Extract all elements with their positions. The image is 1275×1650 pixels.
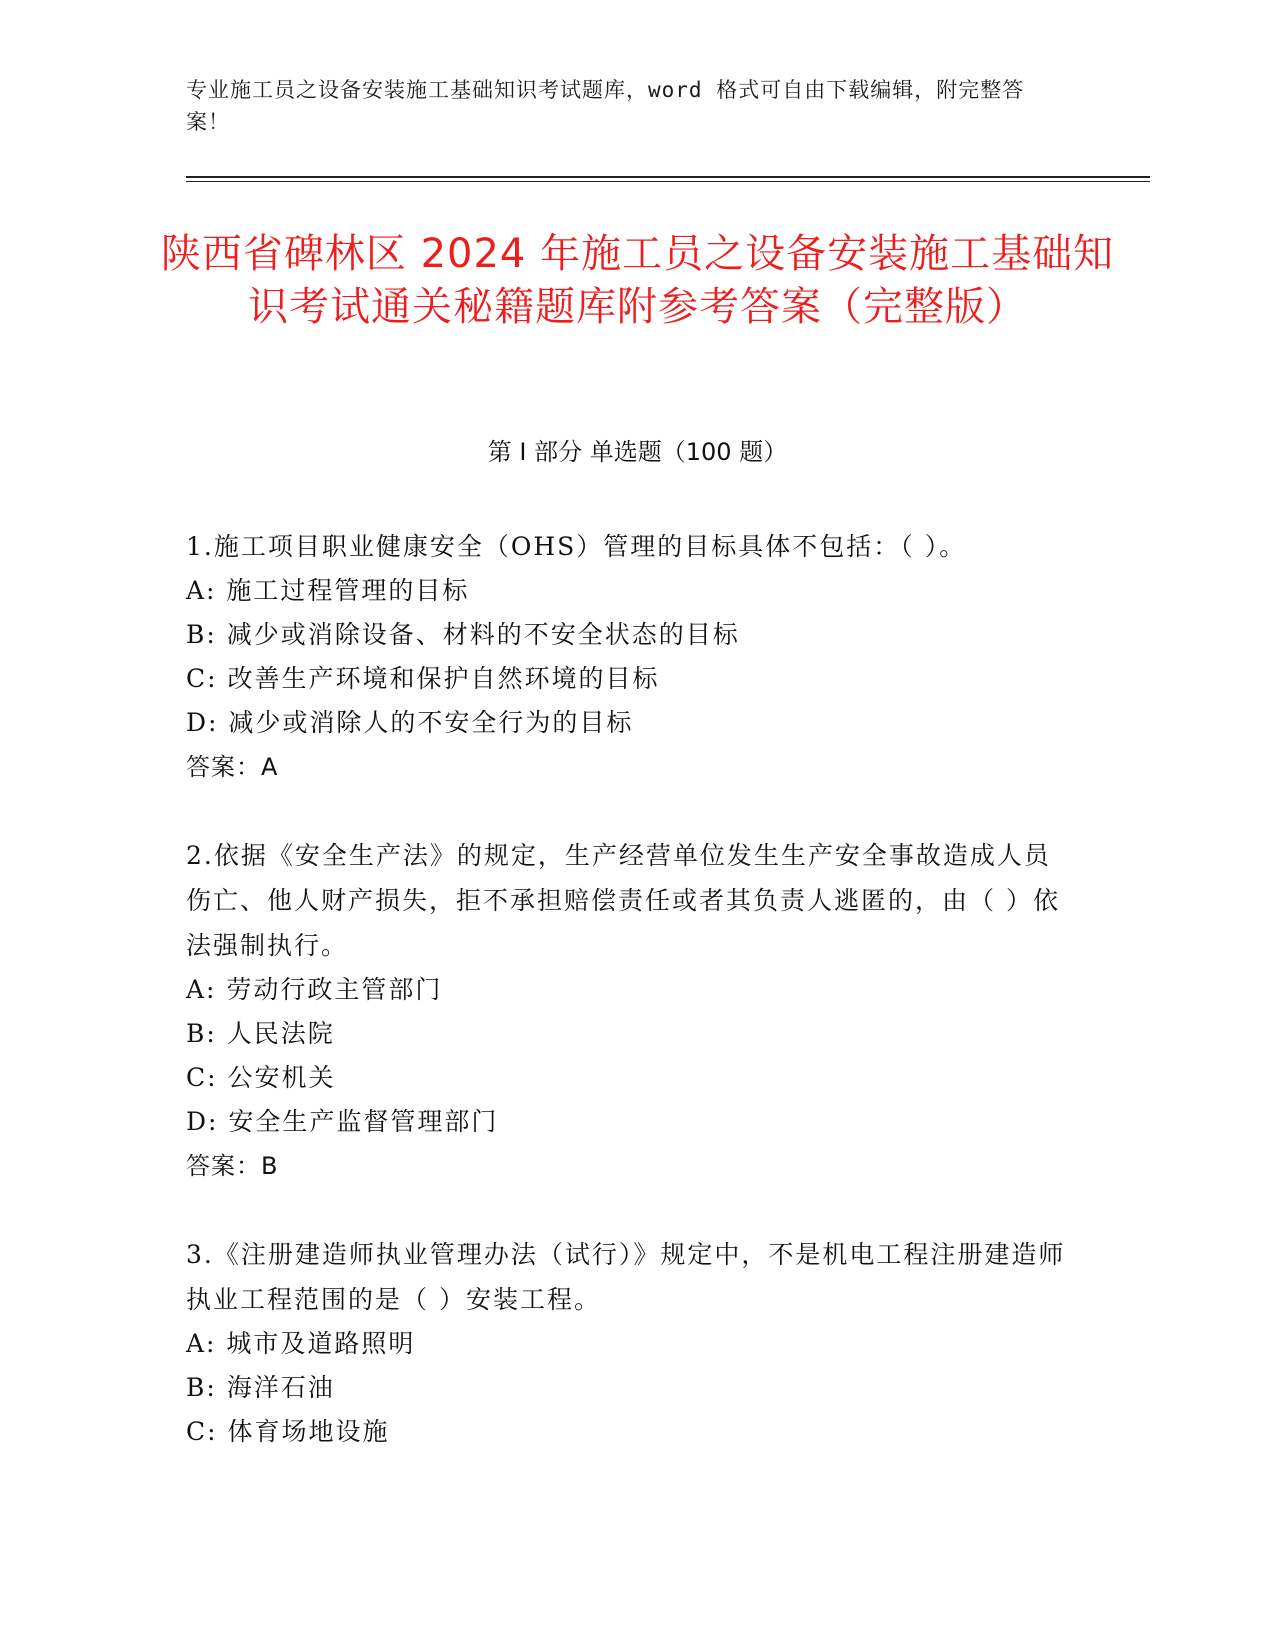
header-divider-thin [186, 181, 1150, 182]
question-list [186, 524, 1066, 1498]
answer: 答案：A [186, 753, 279, 781]
question-stem: 1.施工项目职业健康安全（OHS）管理的目标具体不包括：（ ）。 [186, 532, 967, 561]
header-note: 专业施工员之设备安装施工基础知识考试题库，word 格式可自由下载编辑，附完整答案！ [186, 78, 1025, 134]
option-a: A: 施工过程管理的目标 [186, 576, 470, 605]
option-c: C: 改善生产环境和保护自然环境的目标 [186, 664, 660, 693]
option-d: D: 安全生产监督管理部门 [186, 1107, 499, 1136]
question-stem: 3.《注册建造师执业管理办法（试行）》规定中，不是机电工程注册建造师执业工程范围的是（ ）安装工程。 [186, 1240, 1066, 1314]
option-c: C: 体育场地设施 [186, 1417, 390, 1446]
question-2 [186, 833, 1066, 1188]
question-3 [186, 1232, 1066, 1454]
answer: 答案：B [186, 1152, 279, 1180]
header-divider [186, 176, 1150, 178]
option-d: D: 减少或消除人的不安全行为的目标 [186, 708, 634, 737]
option-b: B: 人民法院 [186, 1019, 335, 1048]
document-title: 陕西省碑林区 2024 年施工员之设备安装施工基础知识考试通关秘籍题库附参考答案（完整版） [160, 231, 1115, 330]
option-a: A: 城市及道路照明 [186, 1329, 416, 1358]
option-a: A: 劳动行政主管部门 [186, 975, 443, 1004]
option-b: B: 海洋石油 [186, 1373, 335, 1402]
section-title: 第 I 部分 单选题（100 题） [487, 438, 788, 466]
option-b: B: 减少或消除设备、材料的不安全状态的目标 [186, 620, 740, 649]
option-c: C: 公安机关 [186, 1063, 336, 1092]
question-1 [186, 524, 1066, 789]
question-stem: 2.依据《安全生产法》的规定，生产经营单位发生生产安全事故造成人员伤亡、他人财产损失，拒不承担赔偿责任或者其负责人逃匿的，由（ ）依法强制执行。 [186, 841, 1060, 960]
